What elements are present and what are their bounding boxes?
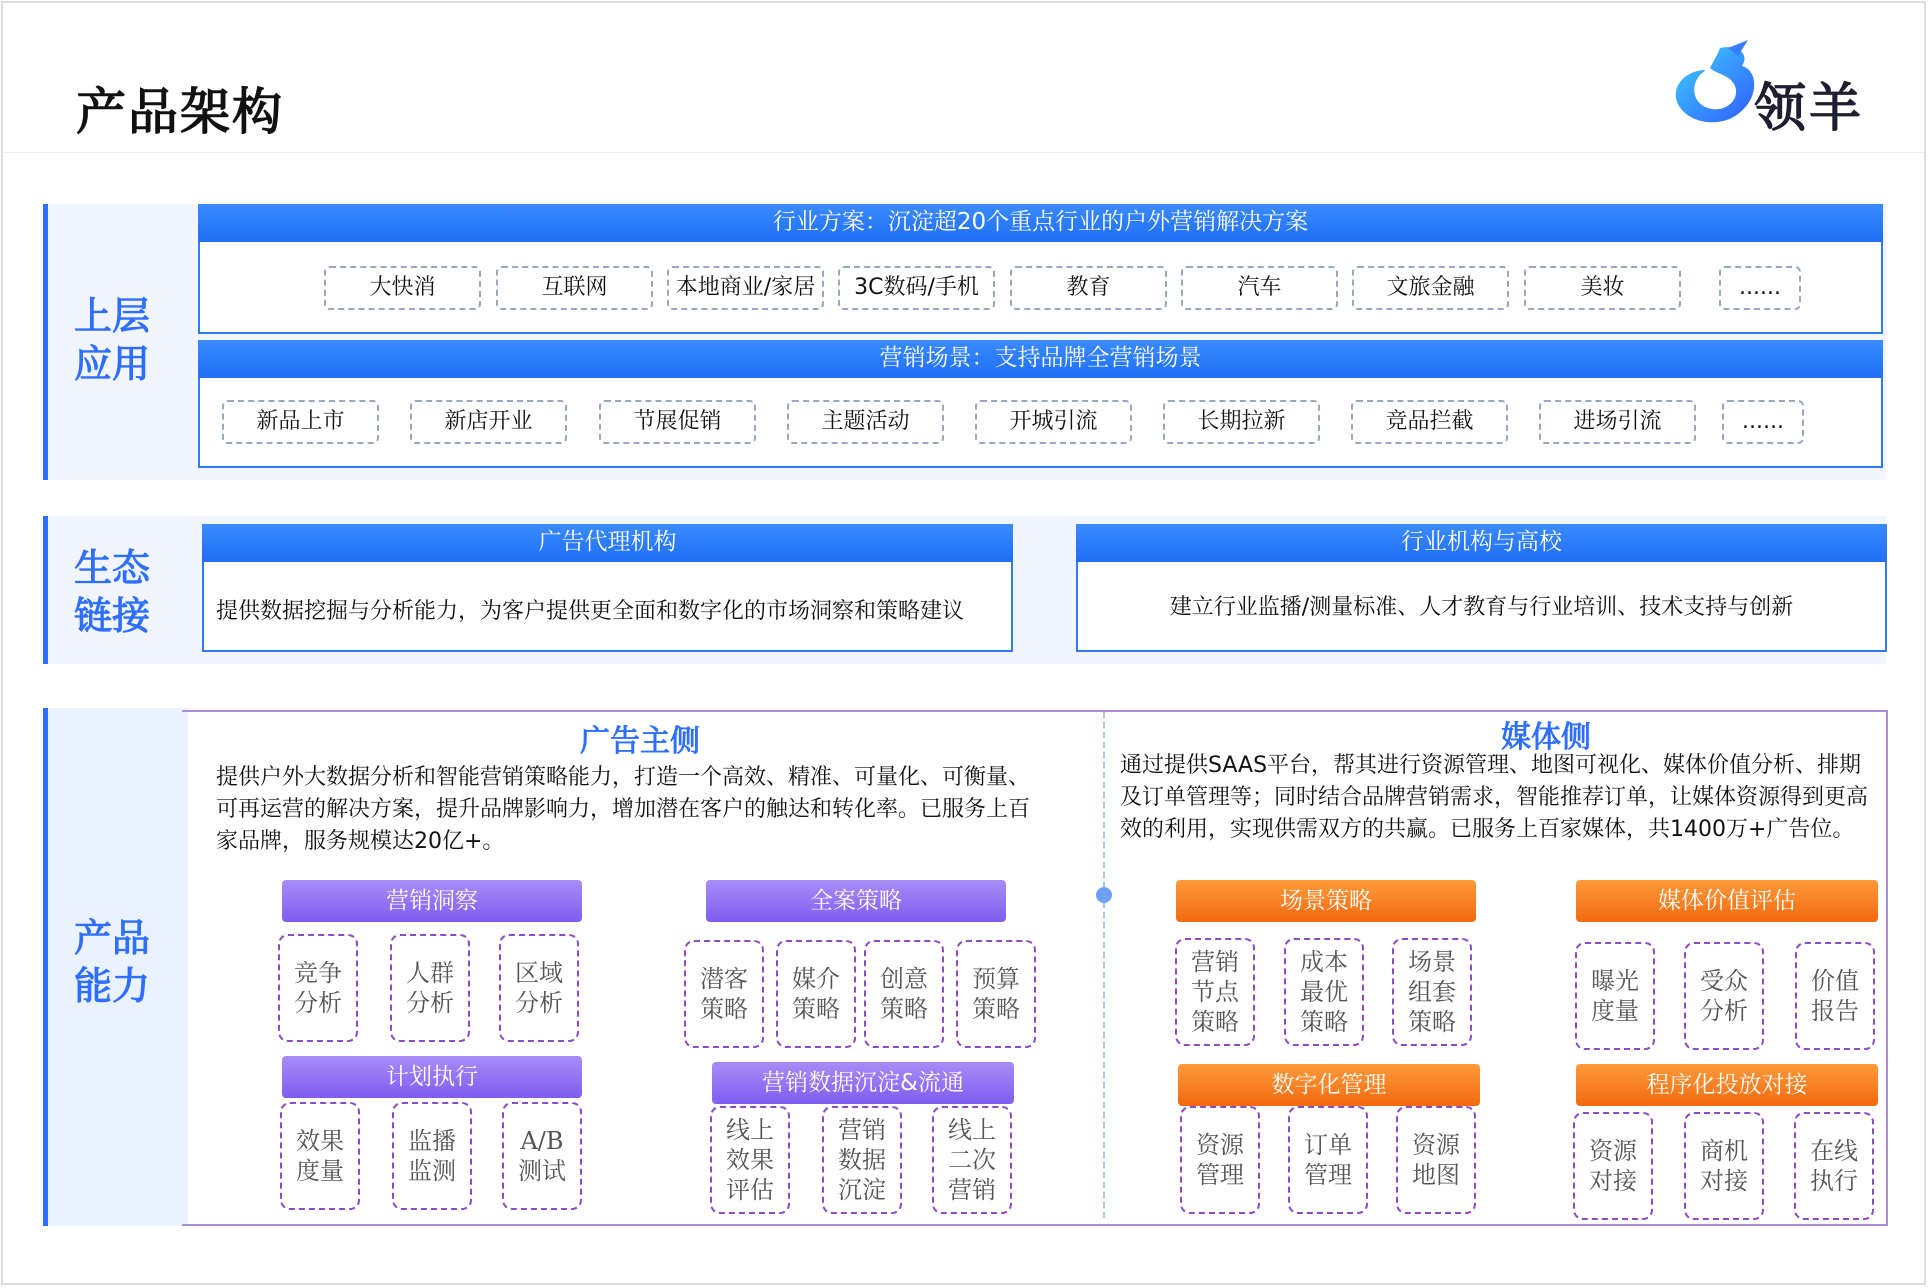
capability-item: 监播监测	[392, 1102, 472, 1210]
tag-item: 新店开业	[410, 400, 567, 444]
divider-dot	[1096, 887, 1112, 903]
media-desc: 通过提供SAAS平台，帮其进行资源管理、地图可视化、媒体价值分析、排期及订单管理等；同时结合品牌营销需求，智能推荐订单，让媒体资源得到更高效的利用，实现供需双方的共赢。已服务上百家媒体，共1400万+广告位。	[1120, 753, 1869, 842]
capability-item: 曝光度量	[1575, 942, 1655, 1050]
product-band-title	[72, 914, 152, 1010]
capability-item: 资源对接	[1573, 1112, 1653, 1220]
capability-item: 资源管理	[1180, 1106, 1260, 1214]
capability-item: 营销节点策略	[1175, 938, 1255, 1046]
media-title: 媒体侧	[1501, 720, 1591, 755]
group-title-bar: 营销洞察	[282, 880, 582, 922]
tag-item: 美妆	[1524, 266, 1681, 310]
eco-band-title	[72, 544, 152, 640]
group-title-bar: 数字化管理	[1178, 1064, 1480, 1106]
header	[3, 3, 1924, 153]
tag-item: 进场引流	[1539, 400, 1696, 444]
tag-item: 本地商业/家居	[667, 266, 824, 310]
advertiser-desc: 提供户外大数据分析和智能营销策略能力，打造一个高效、精准、可量化、可衡量、可再运营的解决方案，提升品牌影响力，增加潜在客户的触达和转化率。已服务上百家品牌，服务规模达20亿+。	[216, 765, 1031, 854]
scene-bar: 营销场景：支持品牌全营销场景	[198, 340, 1883, 378]
capability-item: 在线执行	[1794, 1112, 1874, 1220]
capability-item: 订单管理	[1288, 1106, 1368, 1214]
tag-item: 互联网	[496, 266, 653, 310]
capability-item: 预算策略	[956, 940, 1036, 1048]
capability-item: 受众分析	[1684, 942, 1764, 1050]
tag-item: 汽车	[1181, 266, 1338, 310]
capability-item: 区域分析	[499, 934, 579, 1042]
page-title: 产品架构	[76, 83, 284, 141]
logo-text: 领羊	[1754, 79, 1865, 139]
agency-desc: 提供数据挖掘与分析能力，为客户提供更全面和数字化的市场洞察和策略建议	[216, 599, 965, 624]
group-title-bar: 营销数据沉淀&流通	[712, 1062, 1014, 1104]
group-title-bar: 计划执行	[282, 1056, 582, 1098]
eco-label: 生态链接	[73, 546, 150, 638]
capability-item: 竞争分析	[278, 934, 358, 1042]
capability-item: A/B测试	[502, 1102, 582, 1210]
tag-item: 主题活动	[787, 400, 944, 444]
capability-item: 效果度量	[280, 1102, 360, 1210]
tag-item: 新品上市	[222, 400, 379, 444]
center-divider	[1103, 712, 1105, 1218]
capability-item: 人群分析	[390, 934, 470, 1042]
institution-desc: 建立行业监播/测量标准、人才教育与行业培训、技术支持与创新	[1169, 595, 1794, 620]
tag-item: 节展促销	[599, 400, 756, 444]
industry-bar: 行业方案：沉淀超20个重点行业的户外营销解决方案	[198, 204, 1883, 242]
tag-item: 开城引流	[975, 400, 1132, 444]
institution-bar: 行业机构与高校	[1076, 524, 1887, 562]
tag-item: 教育	[1010, 266, 1167, 310]
group-title-bar: 全案策略	[706, 880, 1006, 922]
capability-item: 价值报告	[1795, 942, 1875, 1050]
capability-item: 成本最优策略	[1284, 938, 1364, 1046]
tag-item: ......	[1722, 400, 1804, 444]
upper-label: 上层应用	[73, 294, 150, 386]
capability-item: 营销数据沉淀	[822, 1106, 902, 1214]
capability-item: 媒介策略	[776, 940, 856, 1048]
tag-item: 3C数码/手机	[838, 266, 995, 310]
advertiser-title: 广告主侧	[580, 724, 700, 759]
capability-item: 商机对接	[1684, 1112, 1764, 1220]
tag-item: 长期拉新	[1163, 400, 1320, 444]
upper-band-title	[72, 292, 152, 388]
tag-item: 竞品拦截	[1351, 400, 1508, 444]
group-title-bar: 程序化投放对接	[1576, 1064, 1878, 1106]
agency-bar: 广告代理机构	[202, 524, 1013, 562]
group-title-bar: 媒体价值评估	[1576, 880, 1878, 922]
group-title-bar: 场景策略	[1176, 880, 1476, 922]
product-label: 产品能力	[73, 916, 150, 1008]
capability-item: 线上二次营销	[932, 1106, 1012, 1214]
tag-item: ......	[1719, 266, 1801, 310]
tag-item: 大快消	[324, 266, 481, 310]
tag-item: 文旅金融	[1352, 266, 1509, 310]
capability-item: 场景组套策略	[1392, 938, 1472, 1046]
capability-item: 潜客策略	[684, 940, 764, 1048]
capability-item: 资源地图	[1396, 1106, 1476, 1214]
capability-item: 创意策略	[864, 940, 944, 1048]
capability-item: 线上效果评估	[710, 1106, 790, 1214]
